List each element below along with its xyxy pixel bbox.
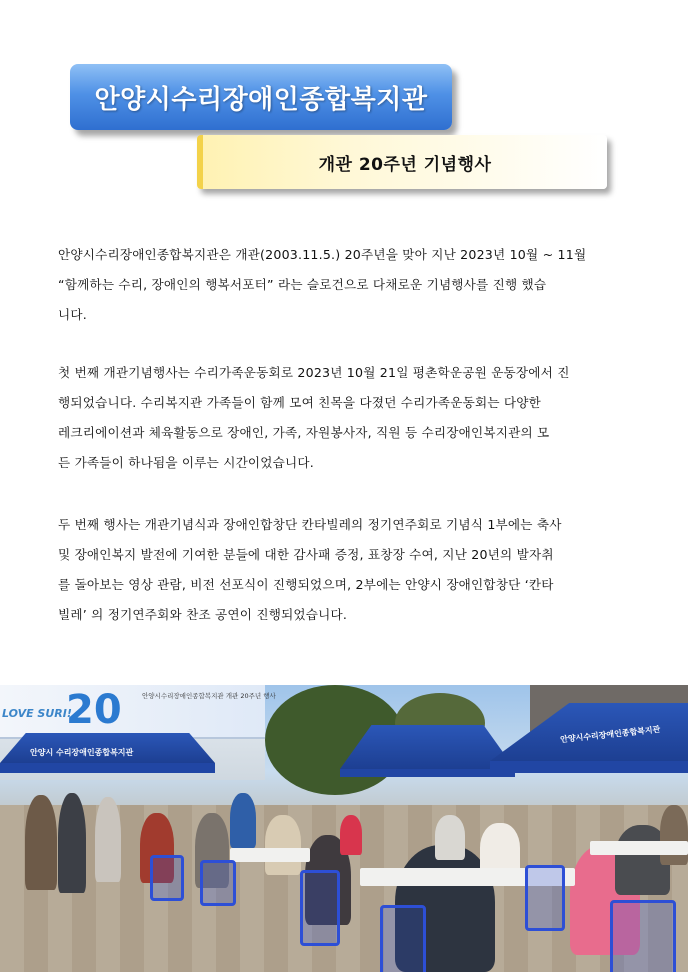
person [435,815,465,860]
paragraph-first-event [58,358,614,478]
title-banner [70,64,452,130]
person [25,795,57,890]
tent-valance [340,769,515,777]
subtitle-banner [197,135,607,189]
paragraph-second-event [58,510,614,630]
banner-caption: 안양시수리장애인종합복지관 개관 20주년 행사 [142,692,276,700]
person [230,793,256,848]
paragraph-intro [58,240,614,330]
tent-valance [0,763,215,773]
chair [525,865,565,931]
text-line: 니다. [58,307,87,322]
chair [610,900,676,972]
chair [380,905,426,972]
banner-number: 20 [66,687,122,733]
tent-left-label: 안양시 수리장애인종합복지관 [30,748,134,757]
text-line: 행되었습니다. 수리복지관 가족들이 함께 모여 친목을 다졌던 수리가족운동회는 다양한 [58,395,541,410]
text-line: 든 가족들이 하나됨을 이루는 시간이었습니다. [58,455,314,470]
text-line: 레크리에이션과 체육활동으로 장애인, 가족, 자원봉사자, 직원 등 수리장애인복지관의 모 [58,425,550,440]
person [265,815,301,875]
tent-valance [490,761,688,773]
tent-right-label: 안양시수리장애인종합복지관 [559,724,661,745]
page-title: 안양시수리장애인종합복지관 [94,84,428,115]
text-line: “함께하는 수리, 장애인의 행복서포터” 라는 슬로건으로 다채로운 기념행사를 진행 했습 [58,277,547,292]
text-line: 안양시수리장애인종합복지관은 개관(2003.11.5.) 20주년을 맞아 지난 2023년 10월 ~ 11월 [58,247,587,262]
table [230,848,310,862]
chair [200,860,236,906]
page-subtitle: 개관 20주년 기념행사 [318,154,492,175]
person [660,805,688,865]
text-line: 및 장애인복지 발전에 기여한 분들에 대한 감사패 증정, 표창장 수여, 지난 20년의 발자취 [58,547,554,562]
chair [150,855,184,901]
person [95,797,121,882]
text-line: 를 돌아보는 영상 관람, 비전 선포식이 진행되었으며, 2부에는 안양시 장애인합창단 ‘칸타 [58,577,554,592]
chair [300,870,340,946]
table [590,841,688,855]
event-photo [0,685,688,972]
anniversary-banner [0,685,276,739]
text-line: 빌레’ 의 정기연주회와 찬조 공연이 진행되었습니다. [58,607,348,622]
person [58,793,86,893]
text-line: 첫 번째 개관기념행사는 수리가족운동회로 2023년 10월 21일 평촌학운공원 운동장에서 진 [58,365,570,380]
text-line: 두 번째 행사는 개관기념식과 장애인합창단 칸타빌레의 정기연주회로 기념식 1부에는 축사 [58,517,562,532]
banner-slogan: LOVE SURI! [2,707,72,720]
person [340,815,362,855]
